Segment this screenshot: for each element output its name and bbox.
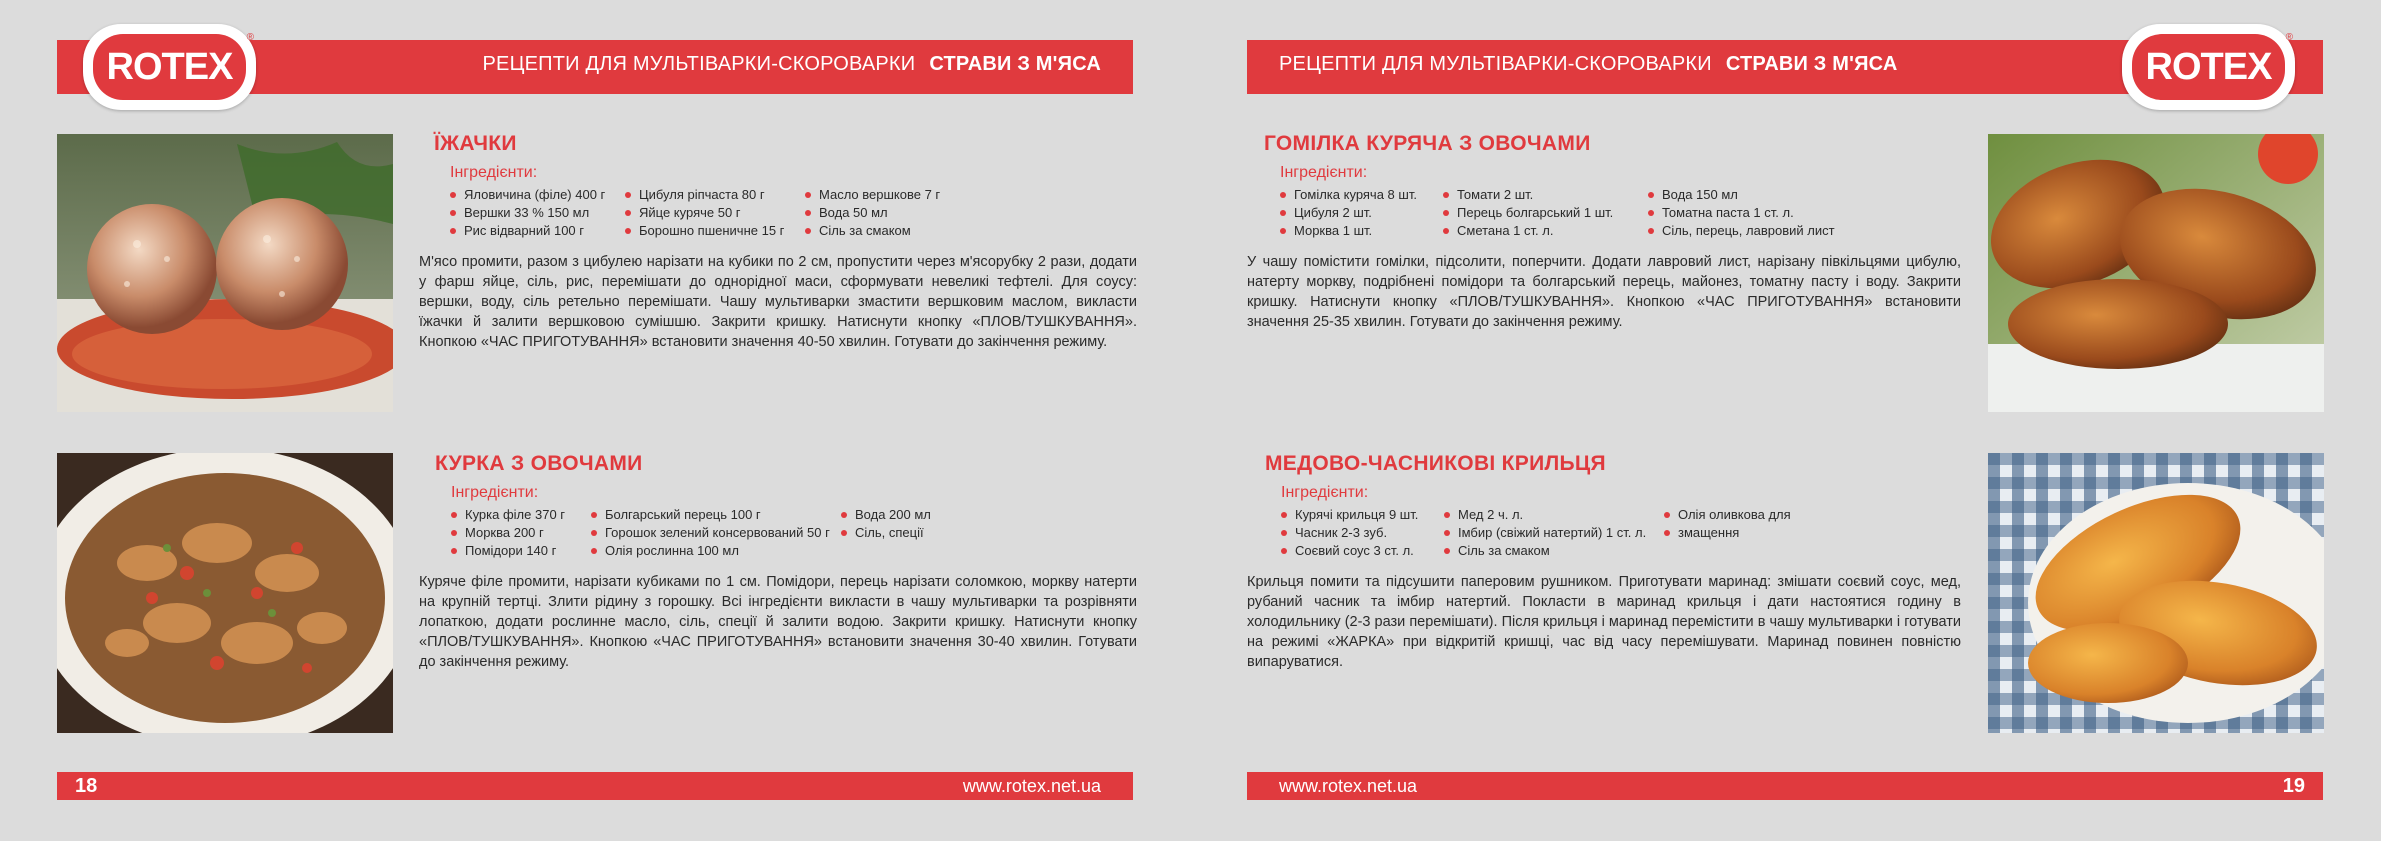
ingredient-item: Болгарський перець 100 г bbox=[591, 506, 841, 524]
ingredient-item: Олія оливкова для bbox=[1664, 506, 1791, 524]
website-link-right[interactable]: www.rotex.net.ua bbox=[1279, 776, 1418, 796]
ingredient-item: Сметана 1 ст. л. bbox=[1443, 222, 1648, 240]
photo-krylca-image bbox=[1988, 453, 2324, 733]
ingredient-item: Томати 2 шт. bbox=[1443, 186, 1648, 204]
ingredient-item: Вода 50 мл bbox=[805, 204, 940, 222]
ingredient-item: Цибуля 2 шт. bbox=[1280, 204, 1443, 222]
left-header-category: СТРАВИ З М'ЯСА bbox=[929, 53, 1101, 75]
ingredient-item: Сіль за смаком bbox=[1444, 542, 1664, 560]
ingredient-item: Цибуля ріпчаста 80 г bbox=[625, 186, 805, 204]
ingredient-item: Яйце куряче 50 г bbox=[625, 204, 805, 222]
ingredients-label: Інгредієнти: bbox=[451, 484, 539, 501]
photo-gomilka bbox=[1988, 134, 2324, 412]
photo-izhachky-image bbox=[57, 134, 393, 412]
ingredients-column bbox=[805, 186, 940, 240]
ingredients-column bbox=[1281, 506, 1444, 560]
right-footer-bar bbox=[1247, 772, 2323, 800]
recipe-title: КУРКА З ОВОЧАМИ bbox=[435, 452, 643, 475]
rotex-logo-left bbox=[83, 24, 256, 110]
ingredient-item: Вода 200 мл bbox=[841, 506, 931, 524]
ingredients-label: Інгредієнти: bbox=[1280, 164, 1368, 181]
ingredient-item: Морква 1 шт. bbox=[1280, 222, 1443, 240]
ingredients-list bbox=[450, 186, 1137, 240]
ingredient-item: Перець болгарський 1 шт. bbox=[1443, 204, 1648, 222]
recipe-gomilka bbox=[1264, 132, 1964, 240]
website-link-left[interactable]: www.rotex.net.ua bbox=[962, 776, 1101, 796]
recipe-description: Куряче філе промити, нарізати кубиками по 1 см. Помідори, перець нарізати соломкою, моркву натерти на крупній тертці. Злити рідину з горошку. Всі інгредієнти викласти в чашу мультиварки та розрівняти лопаткою, додати рослинне масло, сіль, спеції й залити водою. Закрити кришку. Натиснути кнопку «ПЛОВ/ТУШКУВАННЯ». Кнопкою «ЧАС ПРИГОТУВАННЯ» встановити значення 30-40 хвилин. Готувати до закінчення режиму. bbox=[419, 574, 1137, 670]
rotex-logo-right bbox=[2122, 24, 2295, 110]
ingredient-item: Помідори 140 г bbox=[451, 542, 591, 560]
recipe-description: Крильця помити та підсушити паперовим рушником. Приготувати маринад: змішати соєвий соус, мед, рубаний часник та імбир натертий. Покласти в маринад крильця і дати настоятися годину в холодильнику (2-3 рази перемішати). Після крильця і маринад перемістити в чашу мультиварки і готувати на режимі «ЖАРКА» при відкритій кришці, час від часу перемішувати. Маринад повинен повністю випаруватися. bbox=[1247, 574, 1961, 670]
registered-mark: ® bbox=[2285, 32, 2293, 43]
ingredients-column bbox=[1664, 506, 1791, 560]
ingredients-column bbox=[1443, 186, 1648, 240]
ingredient-item: Мед 2 ч. л. bbox=[1444, 506, 1664, 524]
ingredients-list bbox=[451, 506, 1138, 560]
ingredient-item: Рис відварний 100 г bbox=[450, 222, 625, 240]
ingredient-item: Олія рослинна 100 мл bbox=[591, 542, 841, 560]
ingredients-column bbox=[841, 506, 931, 560]
photo-izhachky bbox=[57, 134, 393, 412]
ingredients-column bbox=[625, 186, 805, 240]
photo-kurka-ovochi bbox=[57, 453, 393, 733]
ingredient-item: Борошно пшеничне 15 г bbox=[625, 222, 805, 240]
ingredient-item: Вершки 33 % 150 мл bbox=[450, 204, 625, 222]
registered-mark: ® bbox=[246, 32, 254, 43]
photo-gomilka-image bbox=[1988, 134, 2324, 412]
recipe-title: ГОМІЛКА КУРЯЧА З ОВОЧАМИ bbox=[1264, 132, 1591, 155]
photo-kurka-ovochi-image bbox=[57, 453, 393, 733]
ingredients-column bbox=[1444, 506, 1664, 560]
ingredient-item: Сіль, спеції bbox=[841, 524, 931, 542]
ingredient-item: Сіль, перець, лавровий лист bbox=[1648, 222, 1835, 240]
left-header-title: РЕЦЕПТИ ДЛЯ МУЛЬТІВАРКИ-СКОРОВАРКИ СТРАВИ З М'ЯСА bbox=[482, 53, 1101, 75]
ingredients-column bbox=[591, 506, 841, 560]
right-header-category: СТРАВИ З М'ЯСА bbox=[1725, 53, 1898, 75]
recipe-izhachky bbox=[434, 132, 1137, 240]
ingredients-column bbox=[451, 506, 591, 560]
left-footer-bar bbox=[57, 772, 1133, 800]
ingredients-list bbox=[1280, 186, 1964, 240]
page-number-right: 19 bbox=[2282, 775, 2305, 797]
ingredient-item: Вода 150 мл bbox=[1648, 186, 1835, 204]
page-number-left: 18 bbox=[75, 775, 98, 797]
recipe-kurka-ovochi bbox=[435, 452, 1138, 560]
recipe-description: М'ясо промити, разом з цибулею нарізати на кубики по 2 см, пропустити через м'ясорубку 2 рази, додати у фарш яйце, сіль, рис, перемішати до однорідної маси, сформувати невеликі тефтелі. Для соусу: вершки, воду, сіль ретельно перемішати. Чашу мультиварки змастити вершковим маслом, викласти їжачки й залити вершковою сумішшю. Закрити кришку. Натиснути кнопку «ПЛОВ/ТУШКУВАННЯ». Кнопкою «ЧАС ПРИГОТУВАННЯ» встановити значення 40-50 хвилин. Готувати до закінчення режиму. bbox=[419, 254, 1137, 350]
ingredients-list bbox=[1281, 506, 1965, 560]
ingredient-item: Імбир (свіжий натертий) 1 ст. л. bbox=[1444, 524, 1664, 542]
ingredient-item: Курячі крильця 9 шт. bbox=[1281, 506, 1444, 524]
ingredient-item: Курка філе 370 г bbox=[451, 506, 591, 524]
rotex-logo-text: ROTEX bbox=[93, 34, 246, 100]
ingredient-item: Гомілка куряча 8 шт. bbox=[1280, 186, 1443, 204]
recipe-description: У чашу помістити гомілки, підсолити, поперчити. Додати лавровий лист, нарізану півкільцями цибулю, натерту моркву, подрібнені помідори та болгарський перець, майонез, томатну пасту і воду. Закрити кришку. Натиснути кнопку «ПЛОВ/ТУШКУВАННЯ». Кнопкою «ЧАС ПРИГОТУВАННЯ» встановити значення 25-35 хвилин. Готувати до закінчення режиму. bbox=[1247, 254, 1961, 330]
ingredient-item: змащення bbox=[1664, 524, 1791, 542]
ingredients-column bbox=[1648, 186, 1835, 240]
ingredients-label: Інгредієнти: bbox=[450, 164, 538, 181]
ingredient-item: Соєвий соус 3 ст. л. bbox=[1281, 542, 1444, 560]
ingredients-column bbox=[450, 186, 625, 240]
ingredient-item: Яловичина (філе) 400 г bbox=[450, 186, 625, 204]
ingredient-item: Сіль за смаком bbox=[805, 222, 940, 240]
recipe-title: МЕДОВО-ЧАСНИКОВІ КРИЛЬЦЯ bbox=[1265, 452, 1606, 475]
photo-krylca bbox=[1988, 453, 2324, 733]
ingredient-item: Горошок зелений консервований 50 г bbox=[591, 524, 841, 542]
recipe-title: ЇЖАЧКИ bbox=[434, 132, 517, 155]
ingredient-item: Часник 2-3 зуб. bbox=[1281, 524, 1444, 542]
ingredient-item: Масло вершкове 7 г bbox=[805, 186, 940, 204]
ingredient-item: Морква 200 г bbox=[451, 524, 591, 542]
ingredients-column bbox=[1280, 186, 1443, 240]
ingredient-item: Томатна паста 1 ст. л. bbox=[1648, 204, 1835, 222]
recipe-krylca bbox=[1265, 452, 1965, 560]
rotex-logo-text: ROTEX bbox=[2132, 34, 2285, 100]
right-header-title: РЕЦЕПТИ ДЛЯ МУЛЬТІВАРКИ-СКОРОВАРКИ СТРАВИ З М'ЯСА bbox=[1279, 53, 1898, 75]
ingredients-label: Інгредієнти: bbox=[1281, 484, 1369, 501]
